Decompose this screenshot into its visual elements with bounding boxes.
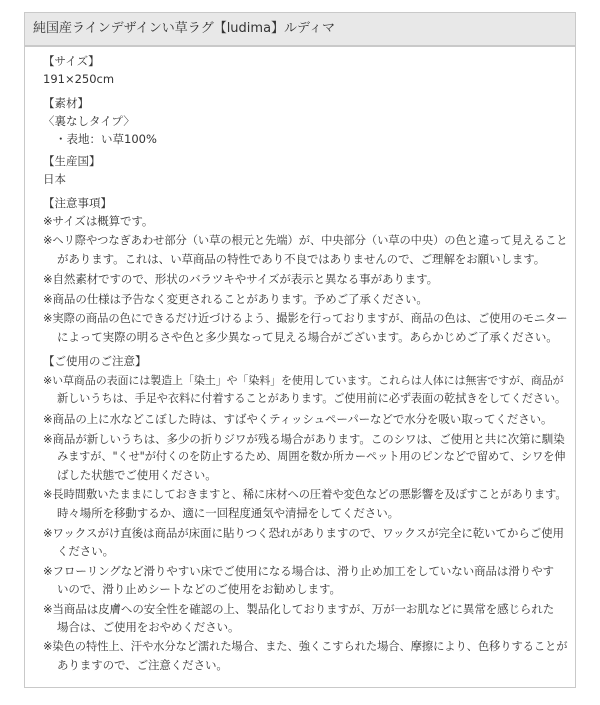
notes-heading: 【注意事項】 bbox=[43, 196, 112, 210]
notes-line: ※実際の商品の色にできるだけ近づけるよう、撮影を行っておりますが、商品の色は、ご使用のモニター bbox=[43, 312, 568, 325]
notes-line: ※サイズは概算です。 bbox=[43, 214, 154, 228]
usage-line: ください。 bbox=[57, 544, 114, 558]
usage-line: ※商品の上に水などこぼした時は、すばやくティッシュペーパーなどで水分を吸い取ってください。 bbox=[43, 412, 553, 426]
origin-value: 日本 bbox=[43, 172, 66, 186]
notes-line: があります。これは、い草商品の特性であり不良ではありませんので、ご理解をお願いします。 bbox=[57, 252, 546, 266]
usage-line: いので、滑り止めシートなどのご使用をお勧めします。 bbox=[57, 582, 341, 596]
usage-line: ばした状態でご使用ください。 bbox=[57, 468, 217, 482]
usage-line: 場合は、ご使用をおやめください。 bbox=[57, 620, 240, 634]
origin-heading: 【生産国】 bbox=[43, 154, 101, 168]
notes-line: ※自然素材ですので、形状のバラツキやサイズが表示と異なる事があります。 bbox=[43, 272, 439, 286]
material-surface: ・表地：い草100% bbox=[55, 132, 157, 146]
notes-line: によって実際の明るさや色と多少異なって見える場合がございます。あらかじめご了承ください。 bbox=[57, 330, 558, 344]
usage-line: ※フローリングなど滑りやすい床でご使用になる場合は、滑り止め加工をしていない商品は滑りやす bbox=[43, 564, 554, 578]
notes-line: ※商品の仕様は予告なく変更されることがあります。予めご了承ください。 bbox=[43, 292, 428, 306]
notes-line: ※ヘリ際やつなぎあわせ部分（い草の根元と先端）が、中央部分（い草の中央）の色と違って見えること bbox=[43, 234, 568, 247]
usage-heading: 【ご使用のご注意】 bbox=[43, 354, 147, 368]
size-value: 191×250cm bbox=[43, 72, 115, 86]
size-heading: 【サイズ】 bbox=[43, 54, 100, 68]
usage-line: ※商品が新しいうちは、多少の折りジワが残る場合があります。このシワは、ご使用と共に次第に馴染 bbox=[43, 432, 565, 446]
material-type: 〈裏なしタイプ〉 bbox=[43, 114, 135, 128]
usage-line: 新しいうちは、手足や衣料に付着することがあります。ご使用前に必ず表面の乾拭きをしてください。 bbox=[57, 392, 567, 405]
usage-line: 時々場所を移動するか、適に一回程度通気や清掃をしてください。 bbox=[57, 506, 399, 520]
usage-line: ※染色の特性上、汗や水分など濡れた場合、また、強くこすられた場合、摩擦により、色移りすることが bbox=[43, 640, 568, 653]
material-heading: 【素材】 bbox=[43, 96, 89, 110]
usage-line: ※ワックスがけ直後は商品が床面に貼りつく恐れがありますので、ワックスが完全に乾いてからご使用 bbox=[43, 526, 564, 540]
usage-line: ありますので、ご注意ください。 bbox=[57, 658, 228, 672]
usage-line: ※い草商品の表面には製造上「染土」や「染料」を使用しています。これらは人体には無害ですが、商品が bbox=[43, 374, 564, 387]
usage-line: みますが、"くせ"が付くのを防止するため、周囲を数か所カーペット用のピンなどで留めて、シワを伸 bbox=[57, 450, 566, 463]
spec-notes-panel bbox=[24, 46, 576, 688]
usage-line: ※長時間敷いたままにしておきますと、稀に床材への圧着や変色などの悪影響を及ぼすことがあります。 bbox=[43, 488, 567, 501]
product-title: 純国産ラインデザインい草ラグ【ludima】ルディマ bbox=[33, 21, 336, 36]
usage-line: ※当商品は皮膚への安全性を確認の上、製品化しておりますが、万が一お肌などに異常を感じられた bbox=[43, 602, 555, 616]
product-title-bar bbox=[24, 12, 576, 46]
